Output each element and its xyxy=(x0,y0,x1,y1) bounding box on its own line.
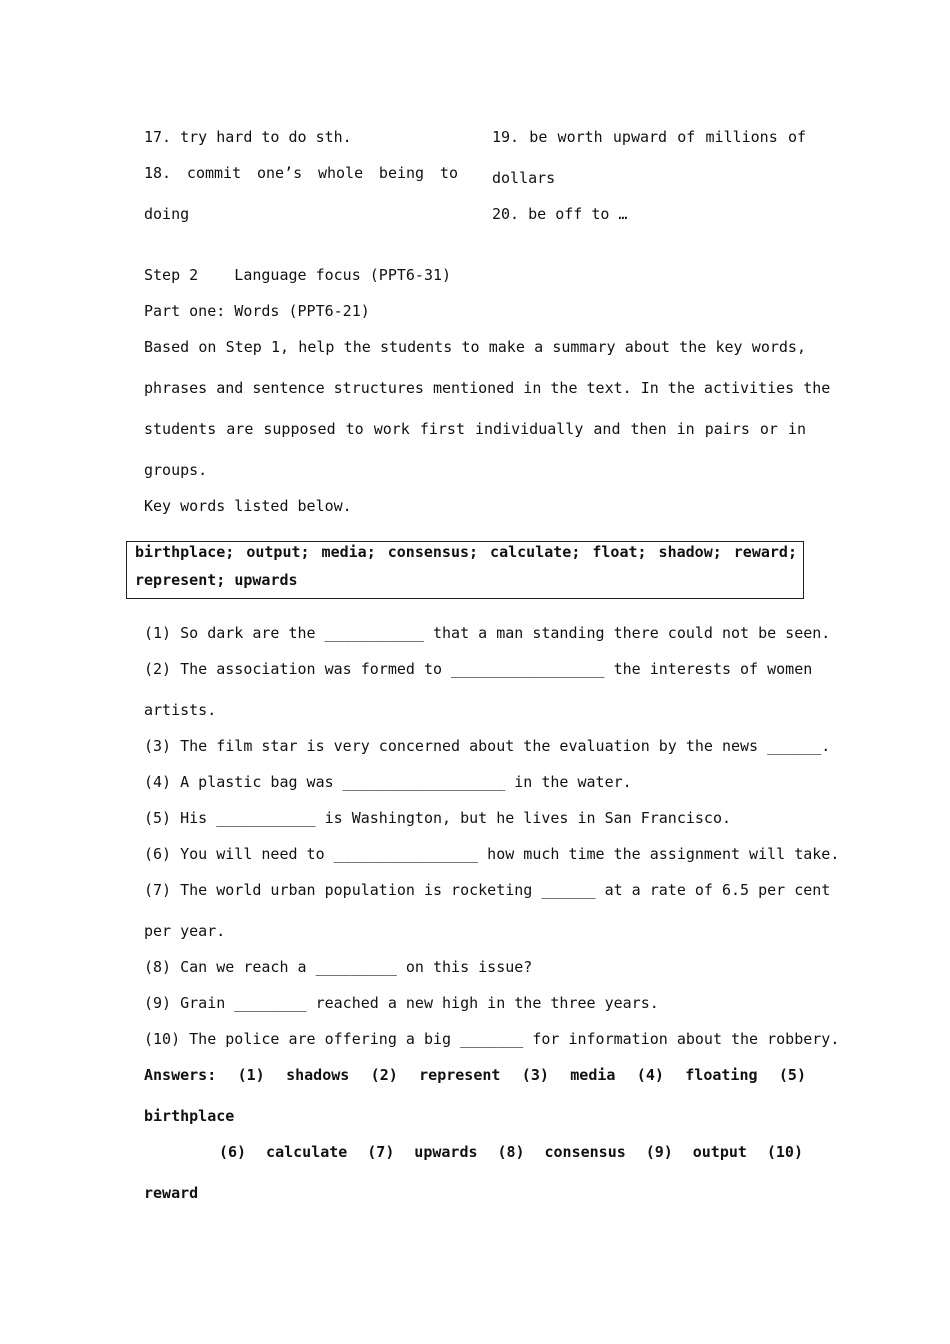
phrase-18-line1: 18. commit one’s whole being to xyxy=(144,164,458,182)
answers-line-1: Answers: (1) shadows (2) represent (3) media (4) floating (5) xyxy=(144,1066,806,1084)
phrase-17: 17. try hard to do sth. xyxy=(144,128,352,146)
phrase-18-line2: doing xyxy=(144,205,190,223)
intro-line-3: students are supposed to work first individually and then in pairs or in xyxy=(144,420,806,438)
phrase-19-line2: dollars xyxy=(492,169,556,187)
word-box-line-1: birthplace; output; media; consensus; calculate; float; shadow; reward; xyxy=(135,543,797,561)
intro-line-2: phrases and sentence structures mentioned in the text. In the activities the xyxy=(144,379,831,397)
answers-line-3: (6) calculate (7) upwards (8) consensus (9) output (10) xyxy=(219,1143,803,1161)
exercise-4: (4) A plastic bag was __________________ in the water. xyxy=(144,773,632,791)
exercise-2-line2: artists. xyxy=(144,701,217,719)
exercise-1: (1) So dark are the ___________ that a man standing there could not be seen. xyxy=(144,624,831,642)
word-box-line-2: represent; upwards xyxy=(135,571,298,589)
exercise-2-line1: (2) The association was formed to _________________ the interests of women xyxy=(144,660,813,678)
exercise-7-line1: (7) The world urban population is rocketing ______ at a rate of 6.5 per cent xyxy=(144,881,831,899)
exercise-9: (9) Grain ________ reached a new high in the three years. xyxy=(144,994,659,1012)
exercise-6: (6) You will need to ________________ how much time the assignment will take. xyxy=(144,845,840,863)
intro-line-1: Based on Step 1, help the students to make a summary about the key words, xyxy=(144,338,806,356)
exercise-7-line2: per year. xyxy=(144,922,226,940)
phrase-19-line1: 19. be worth upward of millions of xyxy=(492,128,806,146)
exercise-3: (3) The film star is very concerned about the evaluation by the news ______. xyxy=(144,737,831,755)
exercise-8: (8) Can we reach a _________ on this issue? xyxy=(144,958,533,976)
key-words-label: Key words listed below. xyxy=(144,497,352,515)
answers-line-4: reward xyxy=(144,1184,199,1202)
exercise-5: (5) His ___________ is Washington, but he lives in San Francisco. xyxy=(144,809,731,827)
exercise-10: (10) The police are offering a big _______ for information about the robbery. xyxy=(144,1030,840,1048)
phrase-20: 20. be off to … xyxy=(492,205,628,223)
intro-line-4: groups. xyxy=(144,461,208,479)
step2-heading: Step 2 Language focus (PPT6-31) xyxy=(144,266,452,284)
answers-line-2: birthplace xyxy=(144,1107,235,1125)
part-one-heading: Part one: Words (PPT6-21) xyxy=(144,302,370,320)
